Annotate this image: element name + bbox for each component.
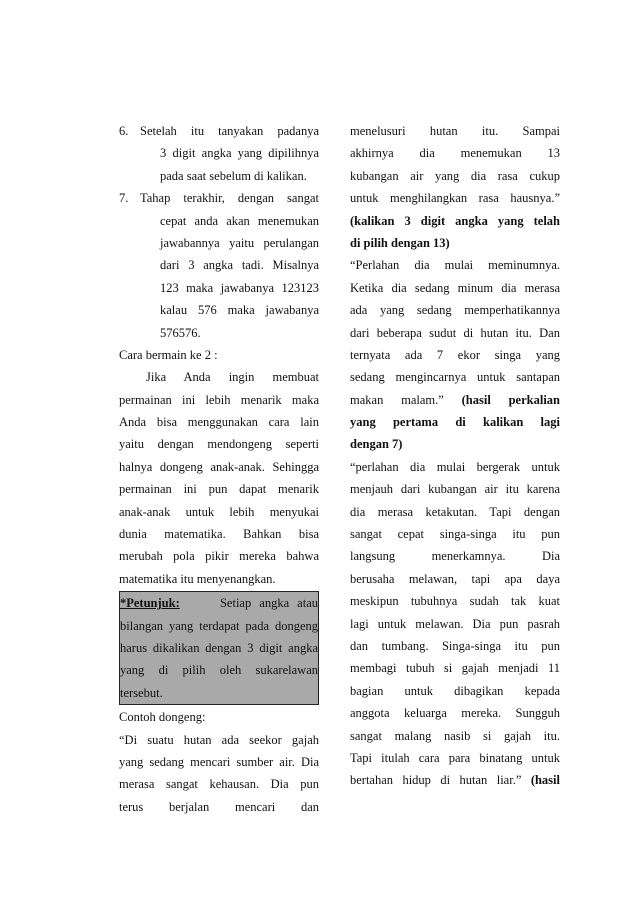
story-line: merasa sangat kehausan. Dia pun: [119, 777, 319, 792]
story-line: [350, 769, 560, 791]
paragraph-line: anak-anak untuk lebih menyukai: [119, 504, 319, 519]
example-heading: Contoh dongeng:: [119, 710, 206, 725]
story-line: ada yang sedang memperhatikannya: [350, 303, 560, 318]
hint-line: yang di pilih oleh sukarelawan: [120, 663, 318, 678]
story-line: “perlahan dia mulai bergerak untuk: [350, 459, 560, 474]
hint-label: *Petunjuk:: [120, 596, 180, 611]
right-column: [350, 120, 560, 792]
list-number: 6.: [119, 124, 129, 138]
list-item-6-line-3: pada saat sebelum di kalikan.: [160, 168, 307, 183]
list-text: Setelah itu tanyakan padanya: [140, 124, 319, 138]
story-bold-text: (hasil perkalian: [461, 392, 560, 407]
hint-line: harus dikalikan dengan 3 digit angka: [120, 640, 318, 655]
list-item-7-line-7: 576576.: [160, 325, 201, 340]
story-bold-text: (hasil: [530, 773, 560, 788]
hint-box: [119, 591, 319, 705]
story-line: lagi untuk melawan. Dia pun pasrah: [350, 616, 560, 631]
paragraph-line: yaitu dengan mendongeng seperti: [119, 437, 319, 452]
paragraph-line: merubah pola pikir mereka bahwa: [119, 549, 319, 564]
story-line: [350, 389, 560, 411]
story-line: yang sedang mencari sumber air. Dia: [119, 754, 319, 769]
paragraph-line: halnya dongeng anak-anak. Sehingga: [119, 459, 319, 474]
list-item-7-line-6: kalau 576 maka jawabanya: [160, 303, 319, 318]
paragraph-line: permainan ini lebih menarik maka: [119, 392, 319, 407]
story-line: dengan 7): [350, 437, 403, 452]
story-line: berusaha melawan, tapi apa daya: [350, 571, 560, 586]
story-line: anggota keluarga mereka. Sungguh: [350, 706, 560, 721]
story-line: menjauh dari kubangan air itu karena: [350, 482, 560, 497]
paragraph-line: matematika itu menyenangkan.: [119, 571, 276, 586]
list-item-6-line-2: 3 digit angka yang dipilihnya: [160, 146, 319, 161]
story-line: langsung menerkamnya. Dia: [350, 549, 560, 564]
list-item-7-line-5: 123 maka jawabanya 123123: [160, 280, 319, 295]
list-text: Tahap terakhir, dengan sangat: [140, 191, 319, 206]
paragraph-line: permainan ini pun dapat menarik: [119, 482, 319, 497]
left-column: [119, 120, 319, 818]
story-line: “Di suatu hutan ada seekor gajah: [119, 732, 319, 747]
story-text: makan malam.”: [350, 392, 462, 407]
list-item-7-line-1: [119, 187, 319, 209]
story-line: Tapi itulah cara para binatang untuk: [350, 750, 560, 765]
section-heading: Cara bermain ke 2 :: [119, 347, 218, 362]
hint-text: Setiap angka atau: [219, 596, 318, 611]
story-line: “Perlahan dia mulai meminumnya.: [350, 258, 560, 273]
story-line: terus berjalan mencari dan: [119, 799, 319, 814]
story-line: menelusuri hutan itu. Sampai: [350, 124, 560, 138]
story-line: dan tumbang. Singa-singa itu pun: [350, 638, 560, 653]
story-line: sangat cepat singa-singa itu pun: [350, 527, 560, 542]
story-line: dia merasa ketakutan. Tapi dengan: [350, 504, 560, 519]
list-item-7-line-3: jawabannya yaitu perulangan: [160, 235, 319, 250]
story-line: Ketika dia sedang minum dia merasa: [350, 280, 560, 295]
list-item-6-line-1: [119, 120, 319, 142]
story-text: bertahan hidup di hutan liar.”: [350, 773, 531, 788]
hint-line: [120, 592, 318, 614]
story-line: yang pertama di kalikan lagi: [350, 415, 560, 430]
story-line: dari beberapa sudut di hutan itu. Dan: [350, 325, 560, 340]
paragraph-line: Jika Anda ingin membuat: [146, 370, 319, 385]
story-line: kubangan air yang dia rasa cukup: [350, 168, 560, 183]
list-number: 7.: [119, 191, 129, 206]
story-line: (kalikan 3 digit angka yang telah: [350, 213, 560, 228]
story-line: sangat malang nasib si gajah itu.: [350, 728, 560, 743]
paragraph-line: Anda bisa menggunakan cara lain: [119, 415, 319, 430]
hint-line: bilangan yang terdapat pada dongeng: [120, 618, 318, 633]
story-line: untuk menghilangkan rasa hausnya.”: [350, 191, 560, 206]
story-line: membagi tubuh si gajah menjadi 11: [350, 661, 560, 676]
story-line: bagian untuk dibagikan kepada: [350, 683, 560, 698]
paragraph-line: dunia matematika. Bahkan bisa: [119, 527, 319, 542]
list-item-7-line-4: dari 3 angka tadi. Misalnya: [160, 258, 319, 273]
story-line: meskipun tubuhnya sudah tak kuat: [350, 594, 560, 609]
story-line: sedang mengincarnya untuk santapan: [350, 370, 560, 385]
story-line: ternyata ada 7 ekor singa yang: [350, 347, 560, 362]
story-line: di pilih dengan 13): [350, 235, 450, 250]
hint-line: tersebut.: [120, 685, 163, 700]
story-line: akhirnya dia menemukan 13: [350, 146, 560, 161]
list-item-7-line-2: cepat anda akan menemukan: [160, 213, 319, 228]
